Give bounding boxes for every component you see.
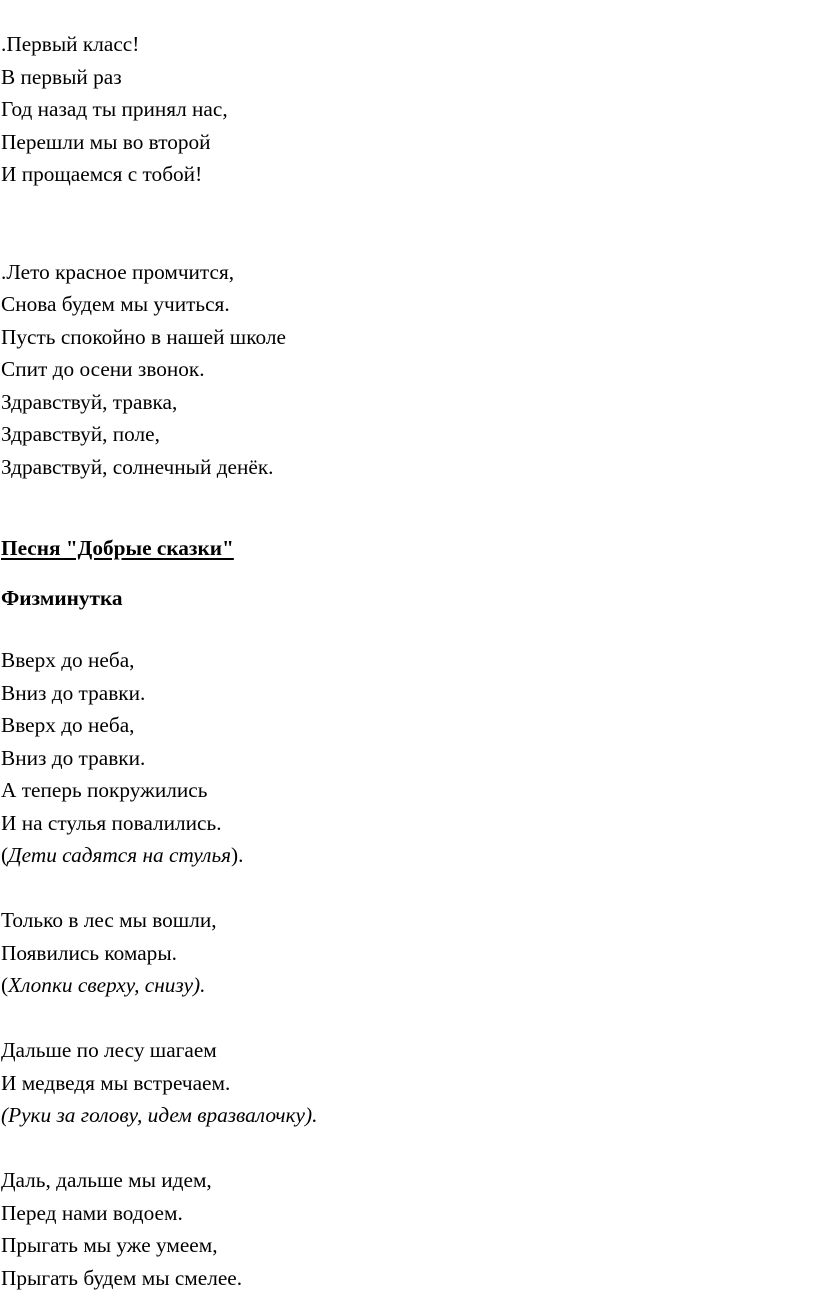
verse-line: И на стулья повалились. (0, 807, 816, 840)
exercise-heading: Физминутка (0, 582, 816, 615)
exercise-stanza-1 (0, 644, 816, 872)
verse-line: Здравствуй, поле, (0, 418, 816, 451)
stage-direction: (Руки за голову, идем вразвалочку). (0, 1099, 816, 1132)
exercise-stanza-4 (0, 1164, 816, 1294)
verse-line: Спит до осени звонок. (0, 353, 816, 386)
verse-line: Пусть спокойно в нашей школе (0, 321, 816, 354)
verse-line: А теперь покружились (0, 774, 816, 807)
spacer (0, 1002, 816, 1035)
verse-line: Прыгать будем мы смелее. (0, 1262, 816, 1294)
verse-line: Год назад ты принял нас, (0, 93, 816, 126)
spacer (0, 565, 816, 582)
verse-line: Дальше по лесу шагаем (0, 1034, 816, 1067)
verse-line: Перешли мы во второй (0, 126, 816, 159)
verse-line: В первый раз (0, 61, 816, 94)
song-heading: Песня "Добрые сказки" (0, 532, 816, 565)
verse-line: Даль, дальше мы идем, (0, 1164, 816, 1197)
spacer (0, 223, 816, 256)
exercise-stanza-2 (0, 904, 816, 1002)
spacer (0, 483, 816, 532)
stanza-2 (0, 256, 816, 484)
verse-line: Здравствуй, солнечный денёк. (0, 451, 816, 484)
verse-line: Здравствуй, травка, (0, 386, 816, 419)
paren-close: ). (231, 843, 243, 867)
spacer (0, 1132, 816, 1165)
paren-open: ( (1, 973, 8, 997)
verse-line: .Первый класс! (0, 28, 816, 61)
stage-direction (0, 839, 816, 872)
spacer (0, 872, 816, 905)
paren-open: ( (1, 843, 8, 867)
verse-line: И медведя мы встречаем. (0, 1067, 816, 1100)
stage-direction-text: Хлопки сверху, снизу). (8, 973, 205, 997)
exercise-stanza-3 (0, 1034, 816, 1132)
verse-line: Перед нами водоем. (0, 1197, 816, 1230)
verse-line: Снова будем мы учиться. (0, 288, 816, 321)
verse-line: Прыгать мы уже умеем, (0, 1229, 816, 1262)
document-page (0, 28, 816, 1294)
verse-line: Вверх до неба, (0, 644, 816, 677)
spacer (0, 614, 816, 644)
verse-line: Вверх до неба, (0, 709, 816, 742)
stanza-1 (0, 28, 816, 191)
stage-direction-text: Дети садятся на стулья (8, 843, 231, 867)
spacer (0, 191, 816, 224)
verse-line: Появились комары. (0, 937, 816, 970)
stage-direction (0, 969, 816, 1002)
verse-line: Только в лес мы вошли, (0, 904, 816, 937)
verse-line: Вниз до травки. (0, 677, 816, 710)
verse-line: Вниз до травки. (0, 742, 816, 775)
verse-line: .Лето красное промчится, (0, 256, 816, 289)
verse-line: И прощаемся с тобой! (0, 158, 816, 191)
